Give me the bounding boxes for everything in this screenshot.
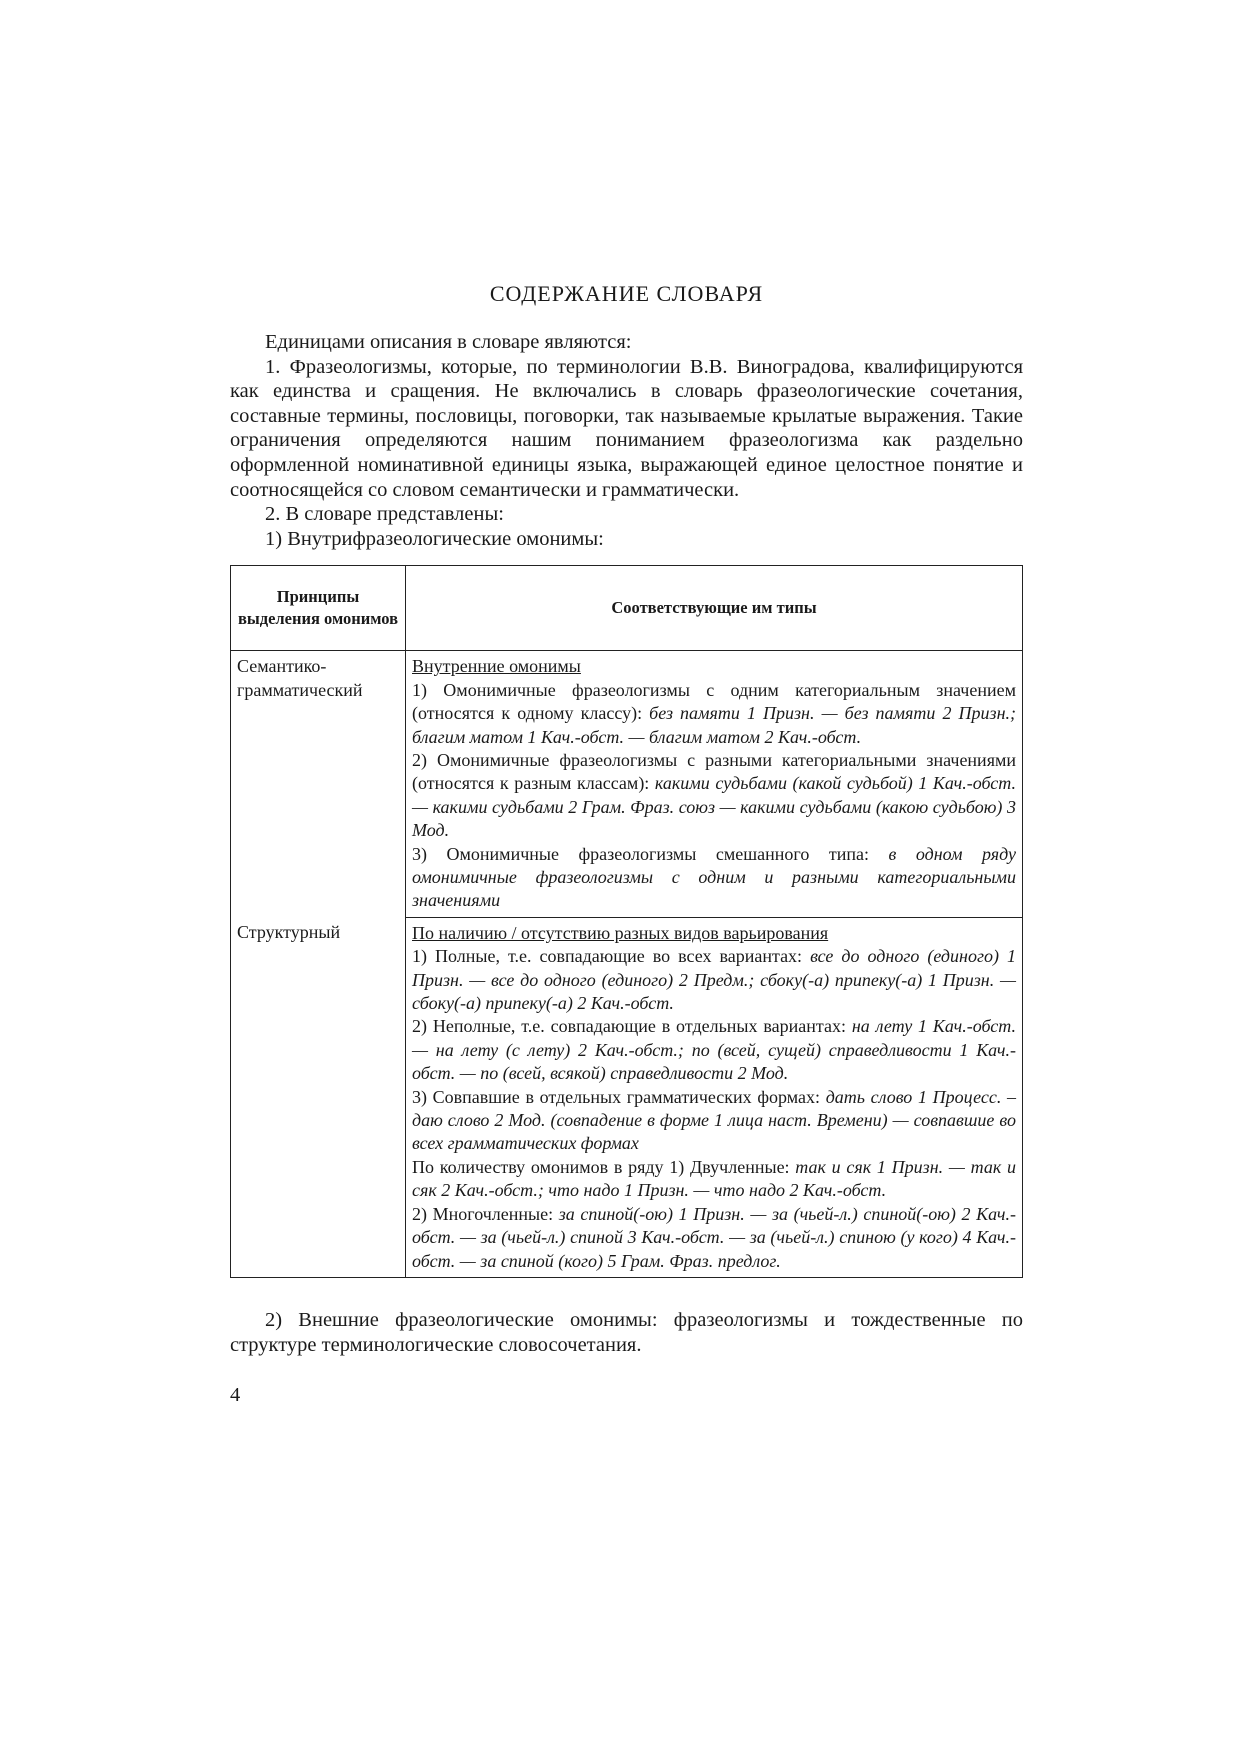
paragraph	[412, 1203, 1016, 1273]
table-row	[231, 651, 1023, 917]
paragraph	[230, 502, 1023, 527]
example-text: на лету 1 Кач.-обст. — на лету (с лету) 2 Кач.-обст.; по (всей, сущей) справедливости 1 Кач.-обст. — по (всей, всякой) справедливости 2 Мод.	[412, 1016, 1016, 1084]
text-segment: 3) Омонимичные фразеологизмы смешанного типа:	[412, 843, 889, 864]
paragraph	[412, 1086, 1016, 1156]
types-heading: По наличию / отсутствию разных видов варьирования	[412, 922, 829, 943]
text-segment: 3) Совпавшие в отдельных грамматических формах:	[412, 1086, 826, 1107]
table-row	[231, 917, 1023, 1277]
homonyms-table	[230, 565, 1023, 1278]
text-segment: 2) Неполные, т.е. совпадающие в отдельных вариантах:	[412, 1016, 852, 1037]
example-text: так и сяк 1 Призн. — так и сяк 2 Кач.-обст.; что надо 1 Призн. — что надо 2 Кач.-обст.	[412, 1156, 1016, 1201]
example-text: дать слово 1 Процесс. –даю слово 2 Мод. (совпадение в форме 1 лица наст. Времени) — совпавшие во всех грамматических формах	[412, 1086, 1017, 1154]
principle-cell: Структурный	[231, 917, 406, 1277]
text-segment: Единицами описания в словаре являются:	[265, 331, 632, 353]
paragraph	[412, 945, 1016, 1015]
types-list	[412, 945, 1016, 1273]
text-segment: 1) Омонимичные фразеологизмы с одним категориальным значением (относятся к одному классу):	[412, 679, 1016, 724]
header-types: Соответствующие им типы	[406, 566, 1023, 651]
page-content	[230, 280, 1023, 1408]
text-segment: 1. Фразеологизмы, которые, по терминологии В.В. Виноградова, квалифицируются как единства и сращения. Не включались в словарь фразеологические сочетания, составные термины, пословицы, поговорки, так называемые крылатые выражения. Такие ограничения определяются нашим пониманием фразеологизма как раздельно оформленной номинативной единицы языка, выражающей единое целостное понятие и соотносящейся со словом семантически и грамматически.	[230, 355, 1023, 501]
header-principles: Принципы выделения омонимов	[231, 566, 406, 651]
types-cell	[406, 651, 1023, 917]
text-segment: 2) Внешние фразеологические омонимы: фразеологизмы и тождественные по структуре терминологические словосочетания.	[230, 1308, 1023, 1356]
types-list	[412, 679, 1016, 913]
text-segment: 1) Полные, т.е. совпадающие во всех вариантах:	[412, 946, 811, 967]
page-number: 4	[230, 1384, 241, 1407]
paragraph	[230, 355, 1023, 503]
text-segment: По количеству омонимов в ряду 1) Двучленные:	[412, 1156, 796, 1177]
text-segment: 2) Многочленные:	[412, 1203, 559, 1224]
paragraph	[412, 843, 1016, 913]
types-heading: Внутренние омонимы	[412, 656, 581, 677]
page-title: СОДЕРЖАНИЕ СЛОВАРЯ	[489, 281, 764, 306]
paragraph	[412, 1015, 1016, 1085]
paragraph	[230, 527, 1023, 552]
example-text: все до одного (единого) 1 Призн. — все до одного (единого) 2 Предм.; сбоку(-а) припеку(-а) 1 Призн. — сбоку(-а) припеку(-а) 2 Кач.-обст.	[412, 946, 1016, 1014]
types-cell	[406, 917, 1023, 1277]
paragraph	[230, 330, 1023, 355]
paragraph	[230, 1308, 1023, 1357]
example-text: какими судьбами (какой судьбой) 1 Кач.-обст. — какими судьбами 2 Грам. Фраз. союз — какими судьбами (какою судьбою) 3 Мод.	[412, 773, 1016, 841]
intro-text	[230, 330, 1023, 551]
table-header-row	[231, 566, 1023, 651]
principle-cell: Семантико-грамматический	[231, 651, 406, 917]
paragraph	[412, 749, 1016, 843]
paragraph	[412, 679, 1016, 749]
text-segment: 2) Омонимичные фразеологизмы с разными категориальными значениями (относятся к разным классам):	[412, 749, 1016, 794]
example-text: без памяти 1 Призн. — без памяти 2 Призн.; благим матом 1 Кач.-обст. — благим матом 2 Кач.-обст.	[412, 703, 1016, 747]
paragraph	[412, 1156, 1016, 1203]
text-segment: 2. В словаре представлены:	[265, 503, 504, 526]
example-text: за спиной(-ою) 1 Призн. — за (чьей-л.) спиной(-ою) 2 Кач.-обст. — за (чьей-л.) спиной 3 Кач.-обст. — за (чьей-л.) спиною (у кого) 4 Кач.-обст. — за спиной (кого) 5 Грам. Фраз. предлог.	[412, 1203, 1016, 1271]
text-segment: 1) Внутрифразеологические омонимы:	[265, 527, 604, 550]
closing-text	[230, 1308, 1023, 1357]
example-text: в одном ряду омонимичные фразеологизмы с одним и разными категориальными значениями	[412, 843, 1016, 911]
